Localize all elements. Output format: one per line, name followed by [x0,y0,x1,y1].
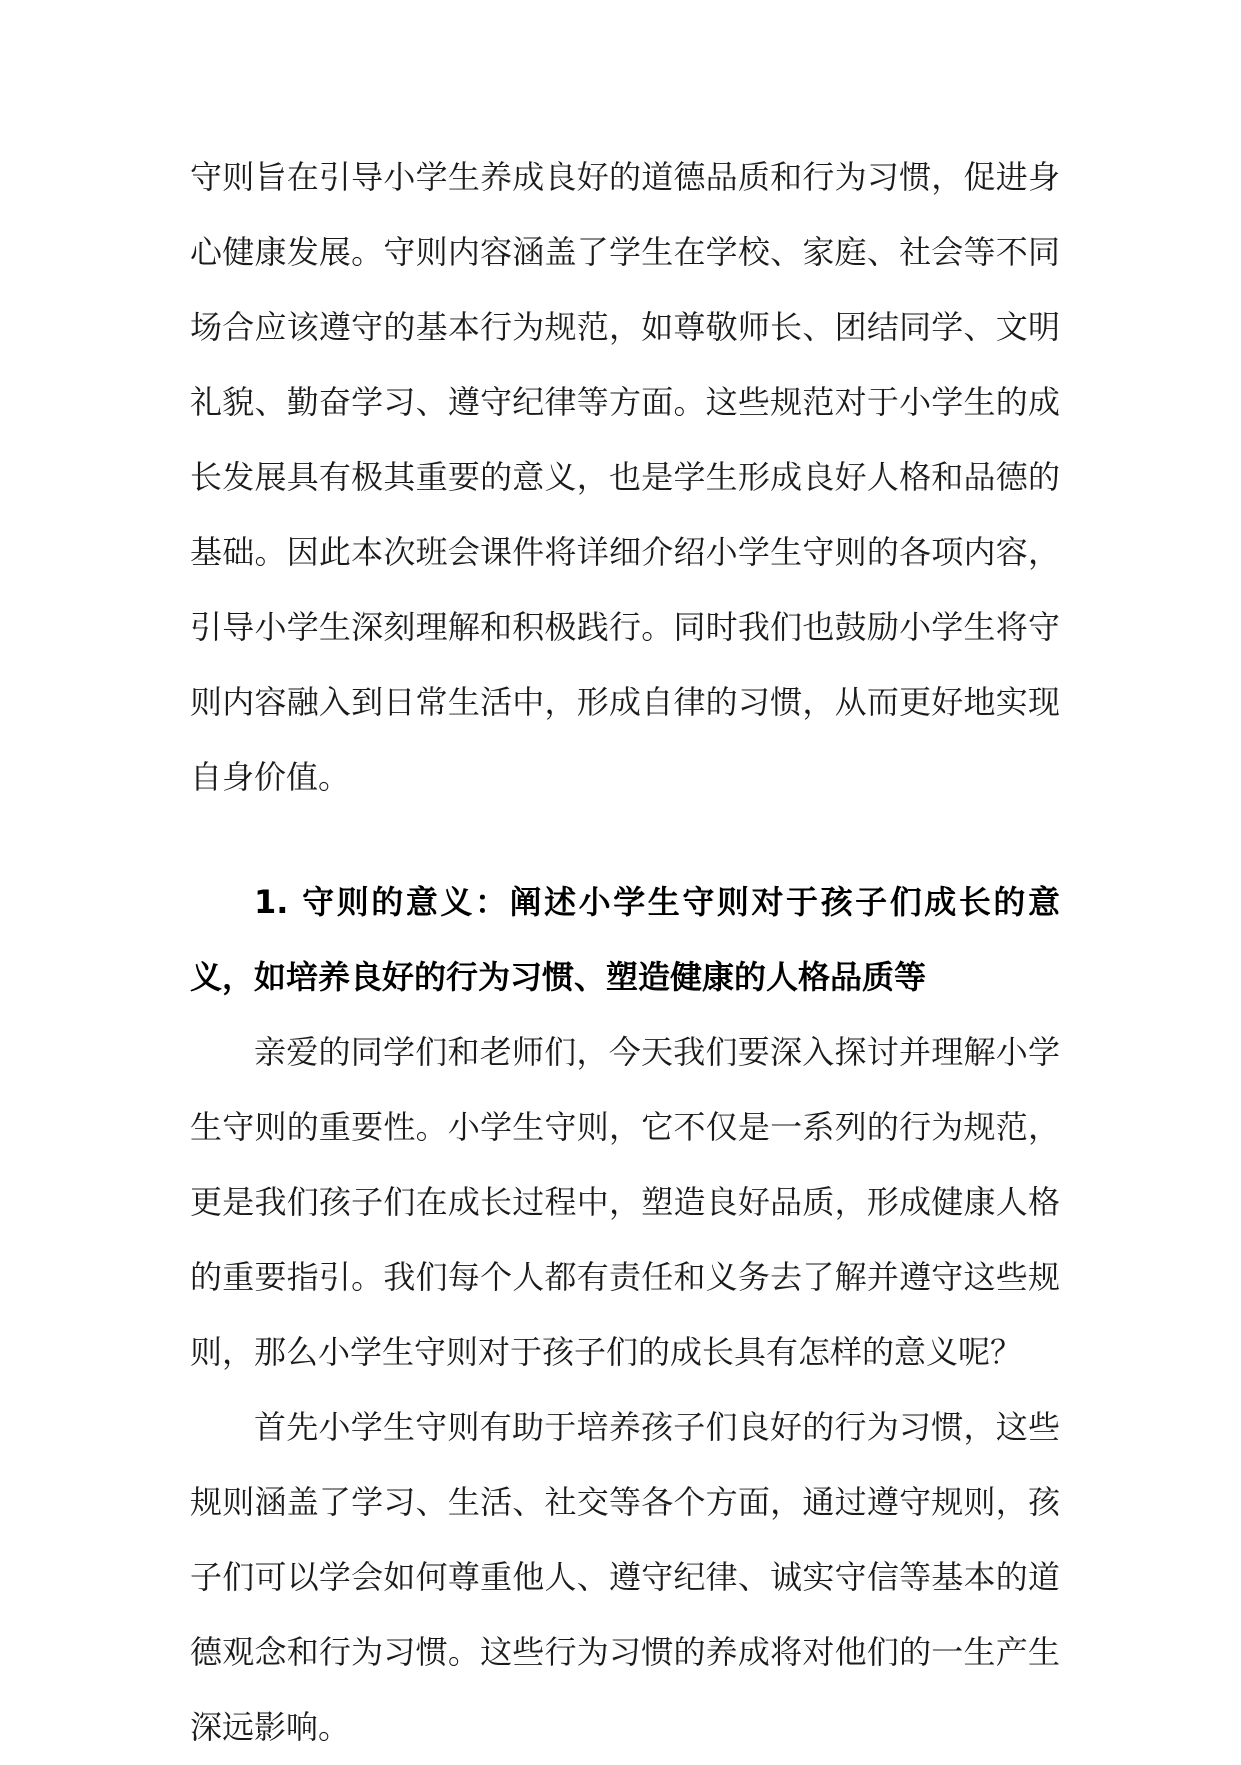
section-heading: 1. 守则的意义：阐述小学生守则对于孩子们成长的意义，如培养良好的行为习惯、塑造健康的人格品质等 [190,883,1060,996]
body-paragraph-3: 首先小学生守则有助于培养孩子们良好的行为习惯，这些规则涵盖了学习、生活、社交等各个方面，通过遵守规则，孩子们可以学会如何尊重他人、遵守纪律、诚实守信等基本的道德观念和行为习惯。这些行为习惯的养成将对他们的一生产生深远影响。 [190,1408,1060,1746]
document-body [190,140,1060,1765]
body-paragraph-2: 亲爱的同学们和老师们，今天我们要深入探讨并理解小学生守则的重要性。小学生守则，它不仅是一系列的行为规范，更是我们孩子们在成长过程中，塑造良好品质，形成健康人格的重要指引。我们每个人都有责任和义务去了解并遵守这些规则，那么小学生守则对于孩子们的成长具有怎样的意义呢？ [190,1033,1060,1371]
intro-paragraph: 守则旨在引导小学生养成良好的道德品质和行为习惯，促进身心健康发展。守则内容涵盖了学生在学校、家庭、社会等不同场合应该遵守的基本行为规范，如尊敬师长、团结同学、文明礼貌、勤奋学习、遵守纪律等方面。这些规范对于小学生的成长发展具有极其重要的意义，也是学生形成良好人格和品德的基础。因此本次班会课件将详细介绍小学生守则的各项内容，引导小学生深刻理解和积极践行。同时我们也鼓励小学生将守则内容融入到日常生活中，形成自律的习惯，从而更好地实现自身价值。 [190,158,1060,796]
section-spacer [190,815,1060,865]
